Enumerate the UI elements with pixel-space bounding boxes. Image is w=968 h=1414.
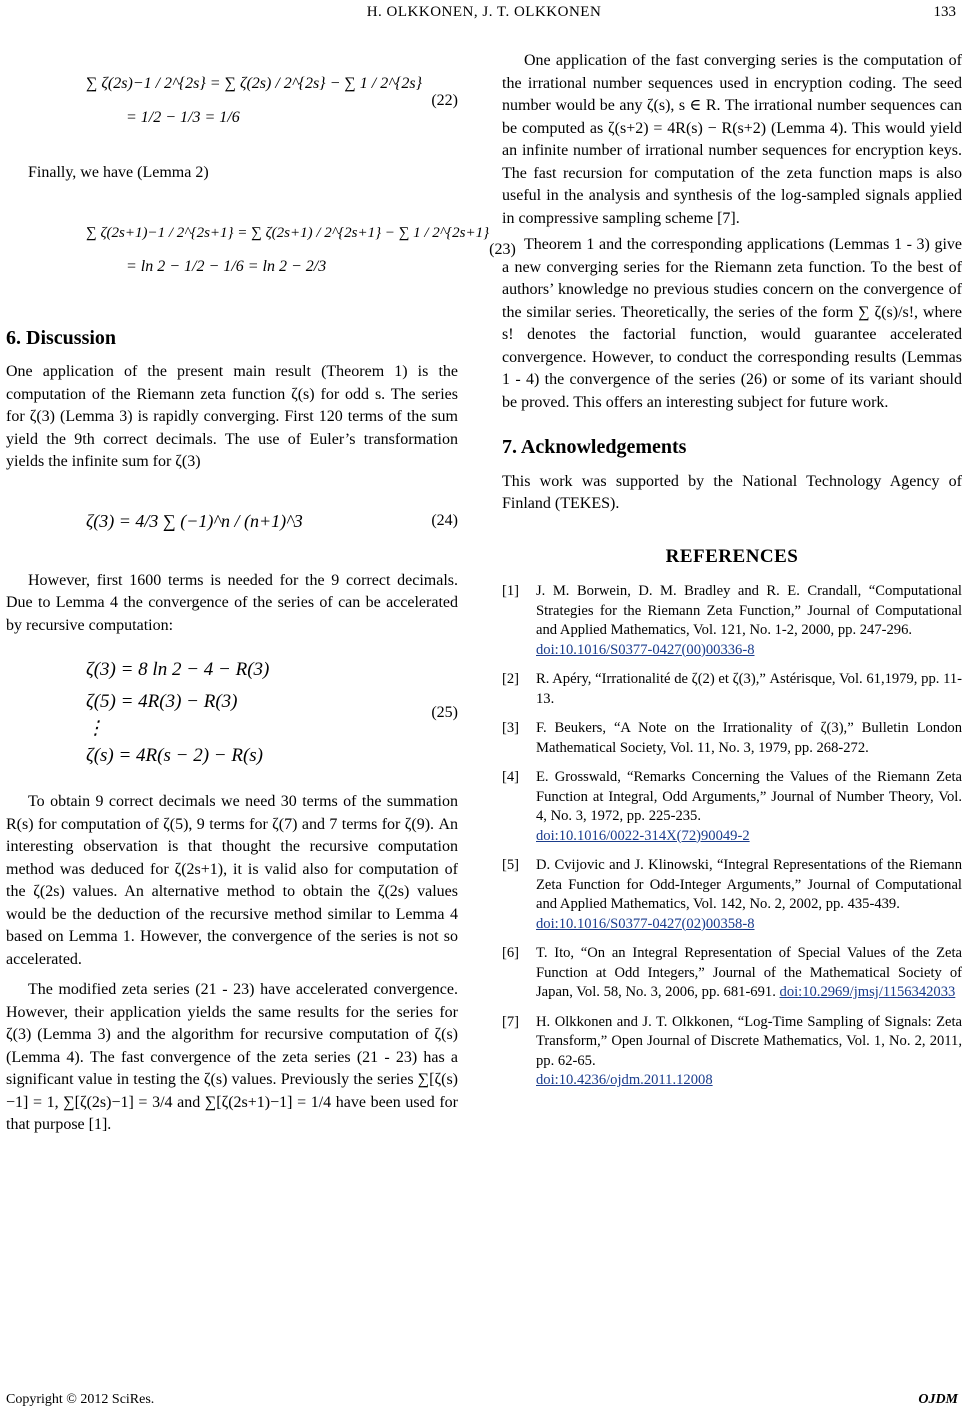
right-paragraph-2: Theorem 1 and the corresponding applications (Lemmas 1 - 3) give a new converging series for the Riemann zeta function. To the best of authors’ knowledge no previous studies concern on the convergence of the similar series. Theoretically, the series of the form ∑ ζ(s)/s!, where s! denotes the factorial function, would guarantee accelerated convergence. However, to conduct the corresponding results (Lemmas 1 - 4) the convergence of the series (26) or some of its variant should be proved. This offers an interesting subject for future work. — [502, 236, 962, 411]
equation-25 — [6, 643, 458, 783]
reference-label: [2] — [502, 671, 520, 687]
reference-doi-link[interactable]: doi:10.2969/jmsj/1156342033 — [779, 984, 956, 1000]
discussion-paragraph-4: The modified zeta series (21 - 23) have accelerated convergence. However, their application yields the same results for the series for ζ(3) (Lemma 3) and the algorithm for recursive computation of ζ(s) (Lemma 4). The fast convergence of the zeta series (21 - 23) has a significant value in testing the ζ(s) values. Previously the series ∑[ζ(s)−1] = 1, ∑[ζ(2s)−1] = 3/4 and ∑[ζ(2s+1)−1] = 1/4 have been used for that purpose [1]. — [6, 981, 458, 1133]
reference-item — [502, 1013, 962, 1091]
discussion-paragraph-1: One application of the present main result (Theorem 1) is the computation of the Riemann zeta function ζ(s) for odd s. The series for ζ(3) (Lemma 3) is rapidly converging. First 120 terms of the sum yield the 9th correct decimals. The use of Euler’s transformation yields the infinite sum for ζ(3) — [6, 363, 458, 470]
eq25-line2: ζ(5) = 4R(3) − R(3) — [86, 690, 238, 712]
reference-label: [7] — [502, 1013, 520, 1030]
eq24-line: ζ(3) = 4/3 ∑ (−1)^n / (n+1)^3 — [86, 511, 303, 532]
page-number: 133 — [933, 4, 956, 20]
right-column — [502, 40, 962, 1101]
equation-23 — [6, 191, 516, 311]
reference-item — [502, 856, 962, 934]
reference-label: [5] — [502, 857, 520, 873]
section-7-heading: 7. Acknowledgements — [502, 436, 687, 458]
eq25-number: (25) — [431, 703, 458, 721]
eq25-line1: ζ(3) = 8 ln 2 − 4 − R(3) — [86, 658, 270, 680]
acknowledgements-text: This work was supported by the National Technology Agency of Finland (TEKES). — [502, 472, 962, 512]
journal-abbreviation: OJDM — [918, 1392, 958, 1407]
right-paragraph-1: One application of the fast converging series is the computation of the irrational number sequences used in encryption coding. The seed number would be any ζ(s), s ∈ R. The irrational number sequences can be computed as ζ(s+2) = 4R(s) − R(s+2) (Lemma 4). This would yield an infinite number of irrational number sequences for encryption keys. The fast recursion for computation of the zeta function maps is also useful in the analysis and synthesis of the log-sampled signals applied in compressive sampling scheme [7]. — [502, 52, 962, 227]
reference-item — [502, 719, 962, 758]
reference-text: F. Beukers, “A Note on the Irrationality of ζ(3),” Bulletin London Mathematical Society, Vol. 11, No. 3, 1979, pp. 268-272. — [536, 720, 962, 756]
eq25-line3: ⋮ — [86, 717, 105, 739]
reference-list — [502, 582, 962, 1091]
reference-label: [1] — [502, 583, 520, 599]
eq22-number: (22) — [431, 91, 458, 109]
eq24-number: (24) — [431, 512, 458, 530]
eq22-line1: ∑ ζ(2s)−1 / 2^{2s} = ∑ ζ(2s) / 2^{2s} − ∑ 1 / 2^{2s} — [86, 74, 422, 92]
section-6-heading: 6. Discussion — [6, 326, 117, 349]
eq23-number: (23) — [489, 241, 516, 259]
eq22-line2: = 1/2 − 1/3 = 1/6 — [126, 108, 240, 126]
running-title: H. OLKKONEN, J. T. OLKKONEN — [366, 4, 602, 20]
eq23-line1: ∑ ζ(2s+1)−1 / 2^{2s+1} = ∑ ζ(2s+1) / 2^{2s+1} − ∑ 1 / 2^{2s+1} — [86, 225, 490, 242]
reference-doi-link[interactable]: doi:10.1016/S0377-0427(00)00336-8 — [536, 641, 755, 658]
reference-text: T. Ito, “On an Integral Representation of Special Values of the Zeta Function at Odd Integers,” Journal of the Mathematical Society of Japan, Vol. 58, No. 3, 2006, pp. 681-691. — [536, 945, 962, 1000]
reference-label: [3] — [502, 720, 520, 736]
reference-item — [502, 768, 962, 846]
reference-text: D. Cvijovic and J. Klinowski, “Integral Representations of the Riemann Zeta Function for Odd-Integer Arguments,” Journal of Computational and Applied Mathematics, Vol. 142, No. 2, 2002, pp. 435-439. — [536, 857, 962, 912]
reference-item — [502, 582, 962, 660]
reference-doi-link[interactable]: doi:10.4236/ojdm.2011.12008 — [536, 1072, 713, 1088]
discussion-paragraph-2: However, first 1600 terms is needed for the 9 correct decimals. Due to Lemma 4 the convergence of the series of can be accelerated by recursive computation: — [6, 571, 458, 634]
copyright-notice: Copyright © 2012 SciRes. — [6, 1392, 155, 1407]
eq25-line4: ζ(s) = 4R(s − 2) − R(s) — [86, 744, 264, 766]
discussion-paragraph-3: To obtain 9 correct decimals we need 30 terms of the summation R(s) for computation of ζ(5), 9 terms for ζ(7) and 7 terms for ζ(9). An interesting observation is that thought the recursive computation method was deduced for ζ(2s+1), it is valid also for computation of the ζ(2s) values. An alternative method to obtain the ζ(2s) values would be the deduction of the recursive method similar to Lemma 4 based on Lemma 1. However, the convergence of the series is not so accelerated. — [6, 793, 458, 968]
paragraph-finally: Finally, we have (Lemma 2) — [28, 164, 209, 181]
reference-item — [502, 670, 962, 709]
reference-label: [4] — [502, 769, 520, 785]
reference-doi-link[interactable]: doi:10.1016/S0377-0427(02)00358-8 — [536, 915, 755, 932]
equation-24 — [6, 480, 458, 564]
reference-label: [6] — [502, 945, 520, 961]
references-heading: REFERENCES — [665, 545, 799, 567]
equation-22 — [6, 46, 458, 156]
reference-text: H. Olkkonen and J. T. Olkkonen, “Log-Time Sampling of Signals: Zeta Transform,” Open Journal of Discrete Mathematics, Vol. 1, No. 2, 2011, pp. 62-65. — [536, 1013, 962, 1069]
left-column — [6, 40, 516, 1137]
reference-text: E. Grosswald, “Remarks Concerning the Values of the Riemann Zeta Function at Integral, Odd Arguments,” Journal of Number Theory, Vol. 4, No. 3, 1972, pp. 225-235. — [536, 769, 962, 824]
reference-doi-link[interactable]: doi:10.1016/0022-314X(72)90049-2 — [536, 827, 750, 844]
eq23-line2: = ln 2 − 1/2 − 1/6 = ln 2 − 2/3 — [126, 258, 327, 276]
reference-item — [502, 944, 962, 1003]
reference-text: J. M. Borwein, D. M. Bradley and R. E. Crandall, “Computational Strategies for the Riemann Zeta Function,” Journal of Computational and Applied Mathematics, Vol. 121, No. 1-2, 2000, pp. 247-296. — [536, 583, 962, 638]
page-header — [0, 4, 968, 26]
reference-text: R. Apéry, “Irrationalité de ζ(2) et ζ(3),” Astérisque, Vol. 61,1979, pp. 11-13. — [536, 671, 962, 707]
